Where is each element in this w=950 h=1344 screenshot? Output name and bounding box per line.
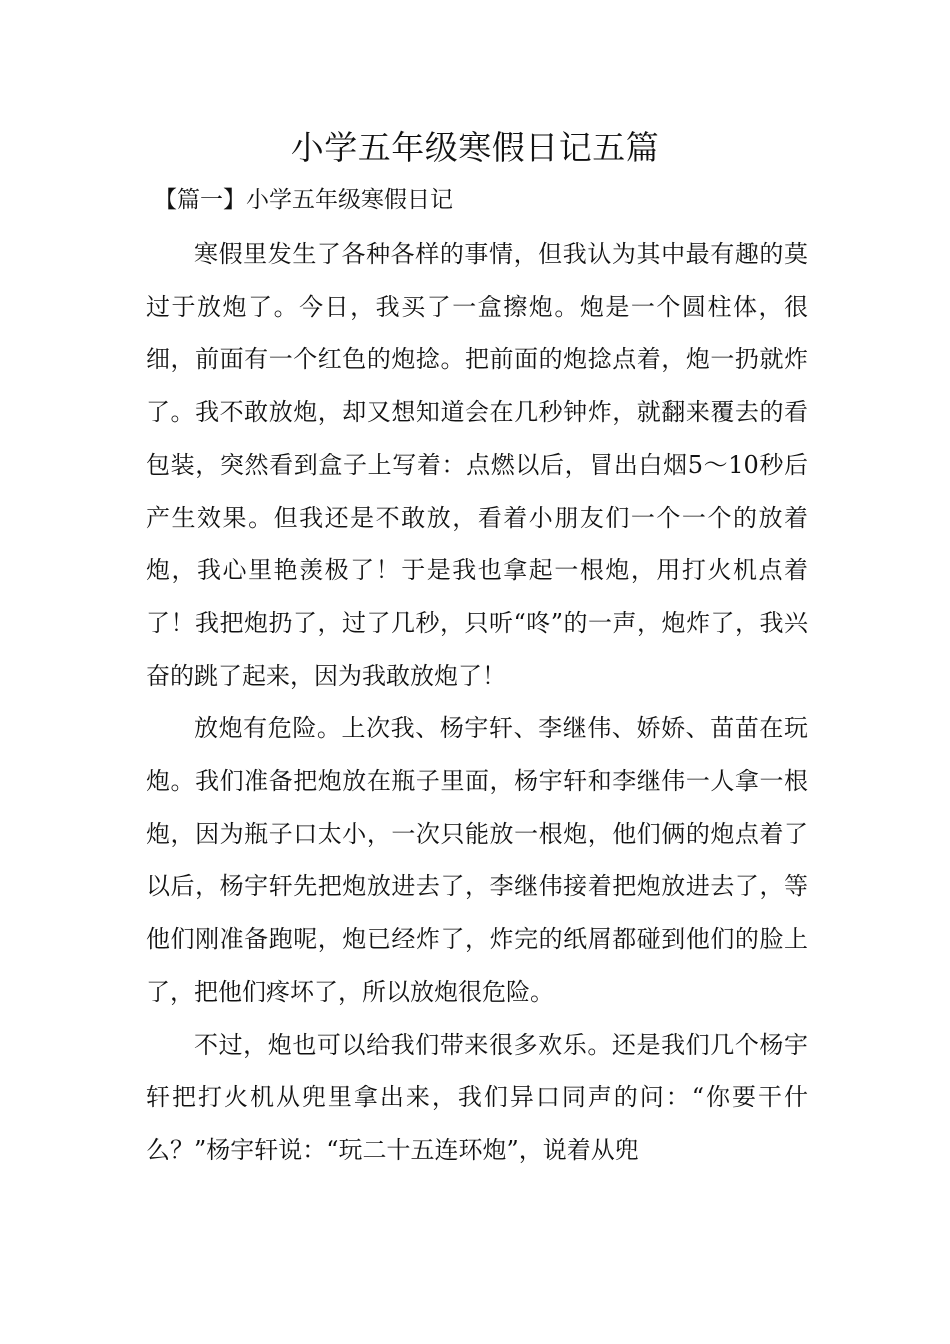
section-heading: 【篇一】小学五年级寒假日记 [154, 187, 453, 213]
document-body [146, 228, 808, 1177]
paragraph-2: 放炮有危险。上次我、杨宇轩、李继伟、娇娇、苗苗在玩炮。我们准备把炮放在瓶子里面，杨宇轩和李继伟一人拿一根炮，因为瓶子口太小，一次只能放一根炮，他们俩的炮点着了以后，杨宇轩先把炮放进去了，李继伟接着把炮放进去了，等他们刚准备跑呢，炮已经炸了，炸完的纸屑都碰到他们的脸上了，把他们疼坏了，所以放炮很危险。 [146, 714, 808, 1006]
paragraph-3: 不过，炮也可以给我们带来很多欢乐。还是我们几个杨宇轩把打火机从兜里拿出来，我们异口同声的问：“你要干什么？”杨宇轩说：“玩二十五连环炮”，说着从兜 [146, 1030, 808, 1164]
document-title: 小学五年级寒假日记五篇 [290, 128, 660, 167]
paragraph-1: 寒假里发生了各种各样的事情，但我认为其中最有趣的莫过于放炮了。今日，我买了一盒擦炮。炮是一个圆柱体，很细，前面有一个红色的炮捻。把前面的炮捻点着，炮一扔就炸了。我不敢放炮，却又想知道会在几秒钟炸，就翻来覆去的看包装，突然看到盒子上写着：点燃以后，冒出白烟5～10秒后产生效果。但我还是不敢放，看着小朋友们一个一个的放着炮，我心里艳羡极了！于是我也拿起一根炮，用打火机点着了！我把炮扔了，过了几秒，只听“咚”的一声，炮炸了，我兴奋的跳了起来，因为我敢放炮了！ [146, 240, 808, 690]
